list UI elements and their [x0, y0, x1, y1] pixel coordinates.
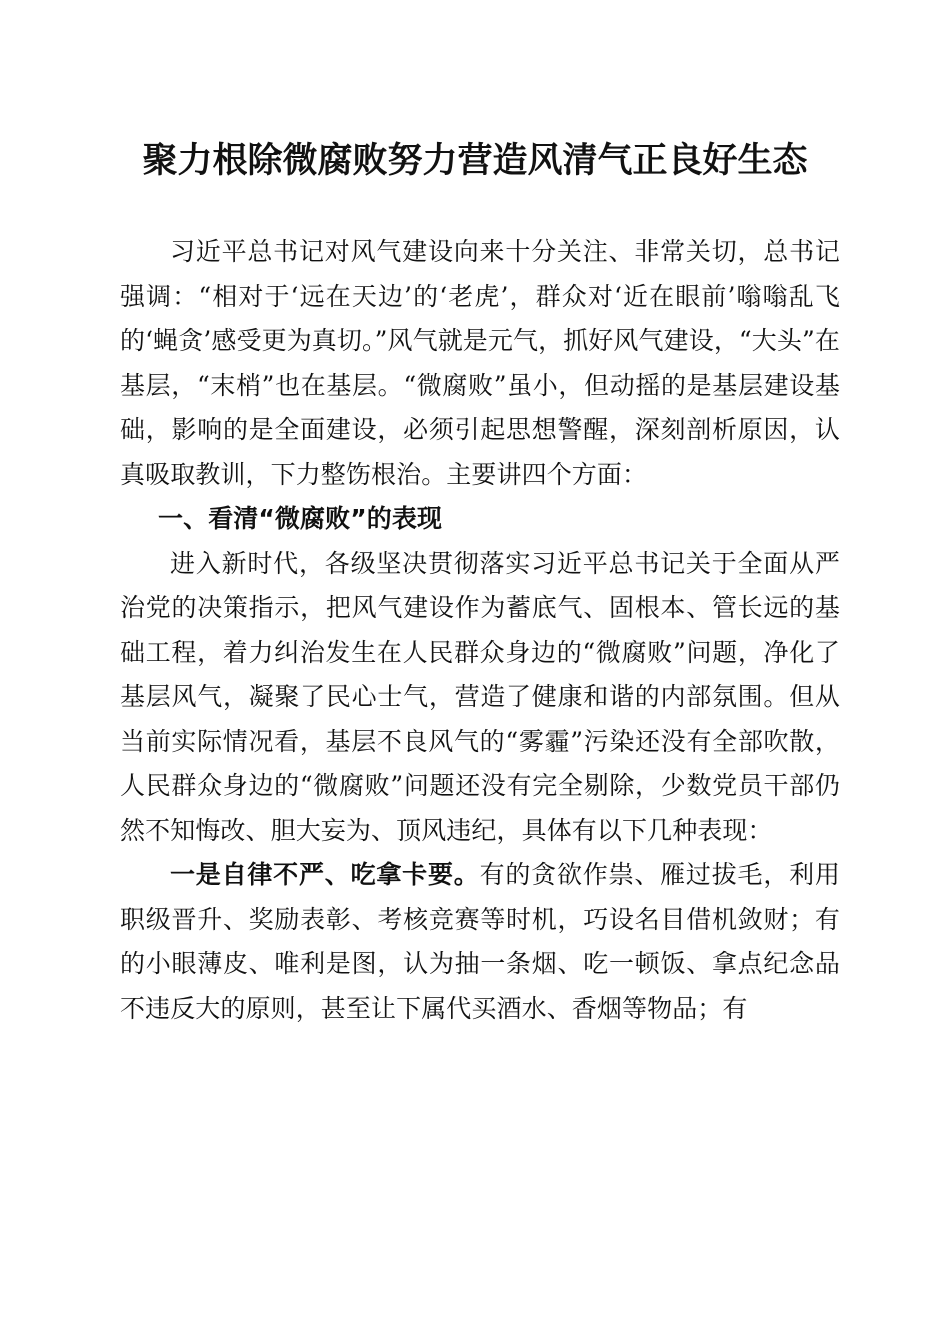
section1-paragraph: 进入新时代，各级坚决贯彻落实习近平总书记关于全面从严治党的决策指示，把风气建设作为蓄底气、固根本、管长远的基础工程，着力纠治发生在人民群众身边的“微腐败”问题，净化了基层风气，凝聚了民心士气，营造了健康和谐的内部氛围。但从当前实际情况看，基层不良风气的“雾霾”污染还没有全部吹散，人民群众身边的“微腐败”问题还没有完全剔除，少数党员干部仍然不知悔改、胆大妄为、顶风违纪，具体有以下几种表现：: [120, 548, 840, 845]
point1-lead: 一是自律不严、吃拿卡要。: [170, 860, 480, 889]
point1-paragraph: [120, 853, 840, 1031]
document-title: 聚力根除微腐败努力营造风清气正良好生态: [142, 140, 808, 181]
document-body: [120, 230, 840, 1031]
point1-text: 有的贪欲作祟、雁过拔毛，利用职级晋升、奖励表彰、考核竞赛等时机，巧设名目借机敛财；有的小眼薄皮、唯利是图，认为抽一条烟、吃一顿饭、拿点纪念品不违反大的原则，甚至让下属代买酒水、香烟等物品；有: [120, 860, 841, 1023]
section-heading-1: 一、看清“微腐败”的表现: [158, 504, 443, 533]
intro-paragraph: 习近平总书记对风气建设向来十分关注、非常关切，总书记强调：“相对于‘远在天边’的‘老虎’，群众对‘近在眼前’嗡嗡乱飞的‘蝇贪’感受更为真切。”风气就是元气，抓好风气建设，“大头”在基层，“末梢”也在基层。“微腐败”虽小，但动摇的是基层建设基础，影响的是全面建设，必须引起思想警醒，深刻剖析原因，认真吸取教训，下力整饬根治。主要讲四个方面：: [120, 237, 840, 489]
